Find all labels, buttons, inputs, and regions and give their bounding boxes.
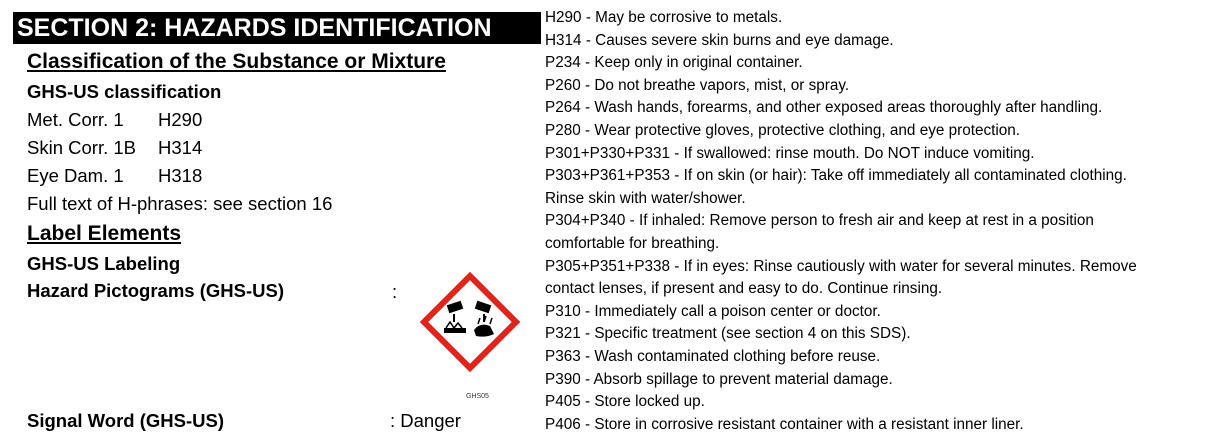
classification-category: Eye Dam. 1: [27, 165, 124, 186]
full-text-note: Full text of H-phrases: see section 16: [27, 193, 333, 214]
statement-line: H290 - May be corrosive to metals.: [545, 9, 783, 26]
statement-line: H314 - Causes severe skin burns and eye damage.: [545, 31, 894, 49]
pictogram-caption: GHS05: [466, 393, 489, 400]
signal-word-value: : Danger: [390, 410, 461, 431]
statement-line: comfortable for breathing.: [545, 234, 720, 252]
statement-line: P406 - Store in corrosive resistant container with a resistant inner liner.: [545, 415, 1024, 433]
statement-line: P405 - Store locked up.: [545, 393, 705, 411]
pictograms-label: Hazard Pictograms (GHS-US): [27, 280, 284, 301]
classification-heading: Classification of the Substance or Mixture: [27, 50, 446, 73]
statement-line: P303+P361+P353 - If on skin (or hair): Take off immediately all contaminated clothing.: [545, 167, 1127, 185]
statement-line: P310 - Immediately call a poison center or doctor.: [545, 302, 881, 320]
statement-line: P234 - Keep only in original container.: [545, 54, 803, 72]
classification-row: [27, 137, 203, 159]
classification-code: H318: [158, 165, 203, 186]
pictograms-colon: :: [392, 281, 398, 302]
statement-line: P321 - Specific treatment (see section 4 on this SDS).: [545, 325, 911, 343]
classification-code: H290: [158, 109, 203, 130]
section-title: SECTION 2: HAZARDS IDENTIFICATION: [13, 12, 541, 44]
left-column: [0, 0, 540, 440]
statement-line: P390 - Absorb spillage to prevent material damage.: [545, 370, 893, 388]
statement-line: P301+P330+P331 - If swallowed: rinse mouth. Do NOT induce vomiting.: [545, 144, 1035, 162]
classification-code: H314: [158, 137, 203, 158]
classification-category: Skin Corr. 1B: [27, 137, 136, 158]
precautionary-statements: [545, 7, 1205, 436]
statement-line: P304+P340 - If inhaled: Remove person to fresh air and keep at rest in a position: [545, 212, 1094, 230]
statement-line: contact lenses, if present and easy to do. Continue rinsing.: [545, 280, 943, 298]
classification-category: Met. Corr. 1: [27, 109, 124, 130]
statement-line: P280 - Wear protective gloves, protective clothing, and eye protection.: [545, 121, 1021, 139]
ghs-labeling-label: GHS-US Labeling: [27, 253, 181, 274]
statement-line: P264 - Wash hands, forearms, and other exposed areas thoroughly after handling.: [545, 99, 1103, 117]
classification-row: [27, 165, 203, 187]
corrosion-pictogram-icon: [420, 272, 520, 402]
statement-line: P260 - Do not breathe vapors, mist, or spray.: [545, 76, 850, 94]
signal-word-label: Signal Word (GHS-US): [27, 410, 224, 431]
classification-row: [27, 109, 203, 131]
statement-line: P363 - Wash contaminated clothing before reuse.: [545, 347, 881, 365]
statement-line: P305+P351+P338 - If in eyes: Rinse cautiously with water for several minutes. Remove: [545, 257, 1137, 275]
ghs-classification-label: GHS-US classification: [27, 81, 222, 102]
statement-line: Rinse skin with water/shower.: [545, 189, 746, 207]
label-elements-heading: Label Elements: [27, 222, 182, 245]
